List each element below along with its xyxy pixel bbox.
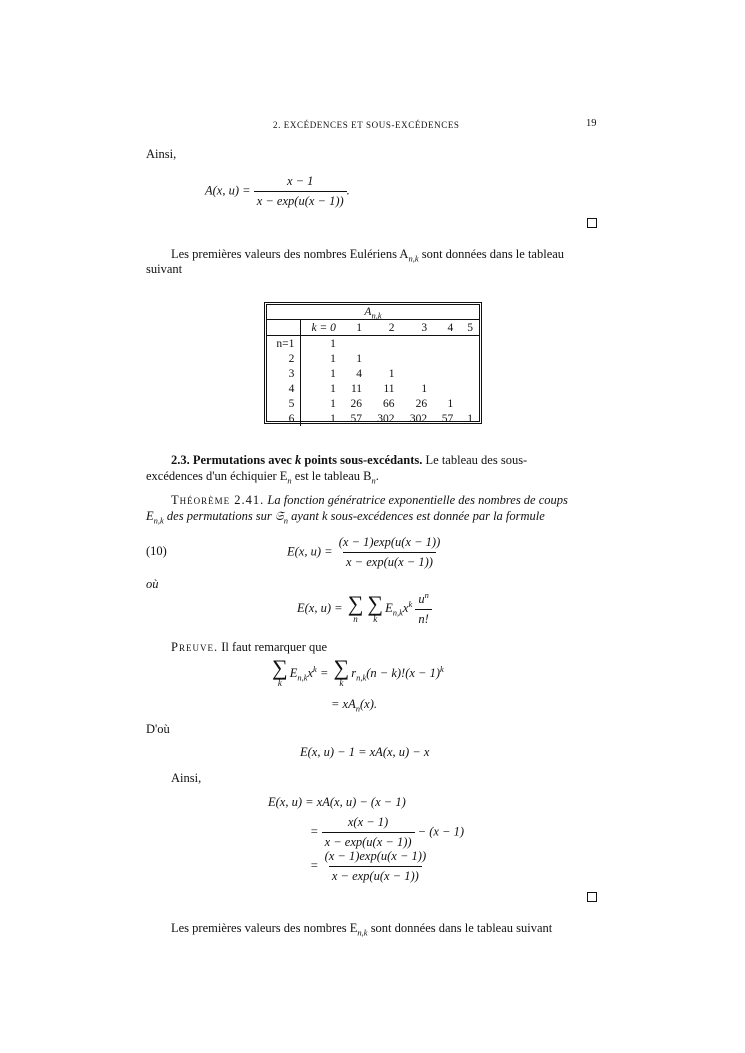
eq-sum-lhs: E(x, u) = (297, 601, 343, 616)
table-cell (433, 366, 459, 381)
final-frac2-num: x(x − 1) (347, 815, 389, 829)
eq10-lhs: E(x, u) = (287, 544, 333, 559)
eq10-numerator: (x − 1)exp(u(x − 1)) (338, 535, 441, 549)
table-cell: 1 (467, 412, 473, 425)
table-row-label: 6 (267, 411, 301, 426)
table-title-sub: n,k (371, 310, 382, 321)
proof-label: Preuve. (171, 640, 219, 654)
theorem-text2-sub: n,k (153, 515, 164, 526)
eq-A-fraction (254, 174, 347, 209)
table-cell: 66 (383, 397, 395, 410)
equation-final-line1: E(x, u) = xA(x, u) − (x − 1) (268, 795, 406, 809)
last-a: Les premières valeurs des nombres E (171, 921, 358, 935)
section-line2 (146, 469, 379, 486)
equation-proof-line1 (270, 655, 444, 688)
eulerian-table (267, 320, 479, 426)
table-cell (368, 336, 401, 352)
proof-sum-k1: ∑ k (272, 655, 288, 688)
section-line2-a: excédences d'un échiquier E (146, 469, 288, 483)
last-sub: n,k (357, 927, 368, 938)
eq-sum-frac-den: n! (415, 609, 431, 627)
proof-r-sub: n,k (356, 672, 367, 683)
proof-r: r (351, 665, 357, 680)
theorem-line1 (171, 493, 568, 508)
theorem-label: Théorème 2.41. (171, 493, 265, 507)
table-cell: 57 (441, 412, 454, 425)
table-cell: 26 (415, 397, 428, 410)
eq-sum-frac-num (415, 590, 432, 609)
table-cell (459, 336, 479, 352)
equation-10 (287, 535, 443, 570)
section-title: 2.3. Permutations avec (171, 453, 295, 467)
theorem-text1: La fonction génératrice exponentielle des nombres de coups (264, 493, 568, 507)
paragraph-eulerian (171, 247, 564, 264)
table-cell: 302 (409, 412, 428, 425)
table-row-label: 4 (267, 381, 301, 396)
table-row (267, 396, 479, 411)
table-cell (401, 351, 434, 366)
table-header-cell: 4 (433, 320, 459, 336)
table-cell (342, 336, 368, 352)
table-header-cell: 5 (459, 320, 479, 336)
proof-line (171, 640, 327, 655)
final-fraction-3 (322, 849, 430, 884)
table-header-corner (267, 320, 301, 336)
eq10-fraction (336, 535, 444, 570)
proof-sum-k1-index: k (277, 678, 282, 688)
proof-E-sub: n,k (297, 672, 308, 683)
table-header-cell: 3 (401, 320, 434, 336)
table-row (267, 366, 479, 381)
eq-A-lhs: A(x, u) = (205, 183, 251, 198)
final-frac2-tail: − (x − 1) (417, 824, 465, 839)
proof-sum-k2: ∑ k (333, 655, 350, 688)
proof-term-left (289, 663, 329, 683)
table-cell: 4 (356, 367, 363, 380)
final-frac2-den: x − exp(u(x − 1)) (322, 832, 415, 850)
table-cell: 11 (383, 382, 395, 395)
final-eq-2: = (310, 824, 319, 839)
table-row-label: 5 (267, 396, 301, 411)
section-line2-c: . (375, 469, 379, 483)
proof-term-right (351, 663, 444, 683)
table-cell (459, 381, 479, 396)
final-eq-3: = (310, 858, 319, 873)
table-row-label: n=1 (267, 336, 301, 352)
equation-dou: E(x, u) − 1 = xA(x, u) − x (300, 745, 430, 759)
theorem-text2-b: des permutations sur 𝔖 (163, 509, 284, 523)
para1-text: Les premières valeurs des nombres Eulériens A (171, 247, 409, 261)
table-cell (433, 336, 459, 352)
table-cell: 1 (330, 367, 336, 380)
table-row (267, 351, 479, 366)
text-ainsi-2: Ainsi, (171, 771, 202, 785)
section-title-end: points sous-excédants. (301, 453, 423, 467)
eq-sum-E-sub: n,k (392, 607, 403, 618)
theorem-text2-c: ayant k sous-excédences est donnée par la formule (287, 509, 545, 523)
equation-final-line2 (310, 815, 464, 850)
proof-sum-k2-index: k (339, 678, 344, 688)
table-cell (459, 351, 479, 366)
proof-x: x (307, 665, 314, 680)
proof-x-pow: k (313, 663, 317, 674)
section-line2-b: est le tableau B (291, 469, 372, 483)
eq-A-numerator: x − 1 (286, 174, 314, 188)
table-cell: 1 (330, 382, 336, 395)
theorem-line2 (146, 509, 545, 526)
table-row-label: 2 (267, 351, 301, 366)
table-header-row (267, 320, 479, 336)
eq10-denominator: x − exp(u(x − 1)) (343, 552, 436, 570)
section-line2-sub: n (287, 475, 292, 486)
table-header-cell: k = 0 (301, 320, 342, 336)
table-cell: 26 (350, 397, 363, 410)
final-fraction-2 (322, 815, 415, 850)
page-number: 19 (586, 118, 597, 129)
sum-k: ∑ k (367, 590, 384, 624)
table-cell: 302 (377, 412, 395, 425)
table-title (267, 305, 479, 320)
table-cell (401, 366, 434, 381)
sum-n: ∑ n (347, 590, 364, 624)
proof-rest: (n − k)!(x − 1) (366, 665, 441, 680)
table-cell: 1 (330, 412, 336, 425)
theorem-text2-sub2: n (283, 515, 288, 526)
final-frac3-den: x − exp(u(x − 1)) (329, 866, 422, 884)
qed-symbol-2 (587, 892, 597, 902)
proof-rest-pow: k (440, 663, 444, 674)
equation-A (205, 174, 350, 209)
para1-sub: n,k (408, 253, 419, 264)
last-b: sont données dans le tableau suivant (367, 921, 553, 935)
table-row (267, 336, 479, 352)
theorem-text2-a: E (146, 509, 154, 523)
proof-line2-sub: n (355, 703, 360, 714)
eq-sum-fraction (415, 590, 432, 627)
table-cell (459, 366, 479, 381)
table-cell (401, 336, 434, 352)
table-title-A: A (364, 306, 372, 318)
paragraph-last (171, 921, 552, 938)
equation-number-10: (10) (146, 544, 167, 558)
table-cell: 1 (330, 397, 336, 410)
eq-sum-term (385, 599, 413, 618)
table-cell (433, 351, 459, 366)
eq-sum-u-pow: n (424, 590, 429, 600)
eq-sum-x: x (402, 601, 409, 616)
table-cell: 1 (330, 337, 336, 350)
eq-A-denominator: x − exp(u(x − 1)) (254, 191, 347, 209)
paragraph-eulerian-line2: suivant (146, 262, 183, 276)
sum-n-index: n (353, 613, 358, 624)
table-row-label: 3 (267, 366, 301, 381)
running-header: 2. EXCÉDENCES ET SOUS-EXCÉDENCES (273, 120, 460, 130)
eq-sum-x-pow: k (408, 599, 413, 610)
proof-line2-a: = xA (331, 697, 356, 711)
eq-A-tail: . (346, 183, 350, 198)
proof-line2-end: (x). (360, 697, 377, 711)
final-frac3-num: (x − 1)exp(u(x − 1)) (324, 849, 427, 863)
table-cell: 57 (350, 412, 363, 425)
table-cell: 1 (356, 352, 363, 365)
table-cell: 1 (330, 352, 336, 365)
table-cell: 11 (350, 382, 363, 395)
section-title-k: k (294, 453, 302, 467)
table-cell (459, 396, 479, 411)
text-dou: D'où (146, 722, 170, 736)
proof-E: E (289, 665, 298, 680)
table-row (267, 381, 479, 396)
para1-end: sont données dans le tableau (418, 247, 565, 261)
table-header-cell: 2 (368, 320, 401, 336)
equation-sum (297, 590, 432, 627)
proof-text: Il faut remarquer que (218, 640, 328, 654)
sum-k-index: k (373, 613, 378, 624)
eq-sum-u: u (418, 592, 425, 607)
proof-eq: = (319, 665, 329, 680)
table-row (267, 411, 479, 426)
table-cell: 1 (447, 397, 454, 410)
table-cell: 1 (388, 367, 395, 380)
table-header-cell: 1 (342, 320, 368, 336)
eq-sum-E: E (385, 601, 393, 616)
table-cell: 1 (421, 382, 428, 395)
eulerian-table-frame (264, 302, 482, 424)
section-heading-line (171, 453, 527, 468)
table-cell (433, 381, 459, 396)
section-line2-sub2: n (371, 475, 376, 486)
equation-proof-line2 (331, 697, 377, 714)
section-text: Le tableau des sous- (422, 453, 528, 467)
equation-final-line3 (310, 849, 429, 884)
qed-symbol-1 (587, 218, 597, 228)
table-cell (368, 351, 401, 366)
text-ou: où (146, 577, 159, 591)
text-ainsi-1: Ainsi, (146, 147, 177, 161)
